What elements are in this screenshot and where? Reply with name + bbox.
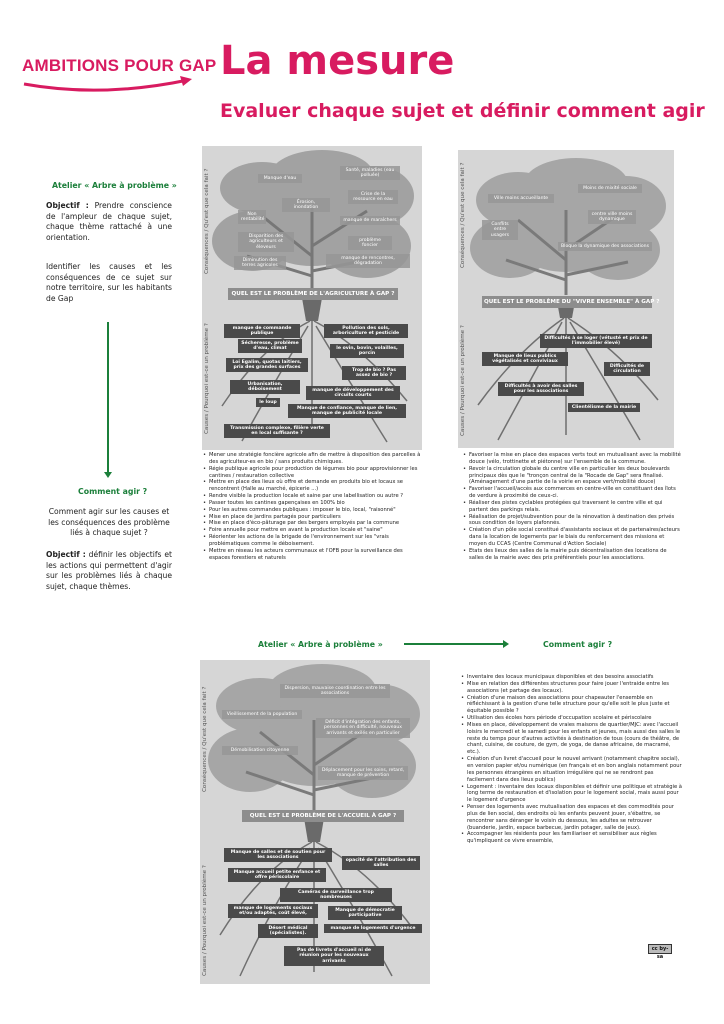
consequences-label: Conséquences / Qu'est que cela fait ? (204, 168, 210, 274)
list-item: • Mise en place de jardins partagés pour particuliers (202, 514, 424, 521)
cause-box: le ovin, bovin, volailles, porcin (330, 344, 404, 358)
consequence-box: Ville moins accueillante (488, 194, 554, 203)
list-item: • Création d'une maison des associations pour chapeauter l'ensemble en réfléchissant à la gestion d'une telle structure pour qu'elle soit le plus juste et équitable possible ? (460, 695, 682, 716)
consequences-label: Conséquences / Qu'est que cela fait ? (202, 686, 208, 792)
actions-list-agriculture (202, 452, 424, 562)
cause-box: Pollution des sols, arboriculture et pesticide (324, 324, 408, 338)
tree-question: QUEL EST LE PROBLÈME DE L'ACCUEIL À GAP ? (242, 810, 404, 822)
list-item: • Inventaire des locaux municipaux disponibles et des besoins associatifs (460, 674, 682, 681)
consequence-box: Moins de mixité sociale (578, 184, 642, 193)
cause-box: manque de développement des circuits courts (306, 386, 400, 400)
consequence-box: manque de maraîchers (340, 216, 400, 225)
list-item: • Utilisation des écoles hors période d'occupation scolaire et périscolaire (460, 715, 682, 722)
identify-paragraph: Identifier les causes et les conséquences de ce sujet sur notre territoire, sur les habitants de Gap (46, 262, 172, 303)
list-item: • Mise en relation des différentes structures pour faire jouer l'entraide entre les associations (et partage des locaux). (460, 681, 682, 695)
consequence-box: Érosion, inondation (282, 198, 330, 212)
consequence-box: Dispersion, mauvaise coordination entre les associations (280, 684, 390, 698)
list-item: • Mener une stratégie foncière agricole afin de mettre à disposition des parcelles à des agriculteur-es en bio / sans produits chimiques. (202, 452, 424, 466)
tree-panel-vivre-ensemble (458, 150, 674, 448)
list-item: • Logement : inventaire des locaux disponibles et définir une politique et stratégie à long terme de restauration et d'isolation pour le logement social, mais aussi pour le logement d'urgence (460, 784, 682, 805)
consequences-label: Conséquences / Qu'est que cela fait ? (460, 162, 466, 268)
list-item: • Réorienter les actions de la brigade de l'environnement sur les "vrais problématiques comme le déboisement. (202, 534, 424, 548)
objectif-label: Objectif : (46, 201, 89, 210)
consequence-box: Crise de la ressource en eau (348, 190, 398, 204)
consequence-box: Déficit d'intégration des enfants, personnes en difficulté, nouveaux arrivants et exilés en particulier (316, 718, 410, 738)
comment-paragraph: Comment agir sur les causes et les conséquences des problème liés à chaque sujet ? (48, 507, 170, 537)
cause-box: Difficultés à se loger (vétusté et prix de l'immobilier élevé) (540, 334, 652, 348)
list-item: • Mettre en réseau les acteurs communaux et l'OFB pour la surveillance des espaces forestiers et naturels (202, 548, 424, 562)
cause-box: manque de logements sociaux et/ou adaptés, coût élevé, (228, 904, 318, 918)
cause-box: Transmission complexe, filière verte en local suffisante ? (224, 424, 330, 438)
list-item: • Etats des lieux des salles de la mairie puis décentralisation des locations de salles de la mairie avec des prix préférentiels pour les associations. (462, 548, 682, 562)
cause-box: Urbanisation, déboisement (230, 380, 300, 394)
actions-list-vivre-ensemble (462, 452, 682, 562)
list-item: • Mises en place, développement de vraies maisons de quartier/MJC: avec l'accueil loisirs le mercredi et le samedi pour les enfants et jeunes, mais aussi des salles le reste du temps pour d'autres activités à destination de tous (cours de théâtre, de chant, cuisine, de couture, de gym, de yoga, de danse africaine, de macramé, etc.). (460, 722, 682, 756)
page-subtitle: Evaluer chaque sujet et définir comment agir (220, 100, 705, 122)
list-item: • Création d'un pôle social constitué d'assistants sociaux et de partenaires/acteurs dans la location de logements par le biais du renforcement des missions et moyen du CCAS (Centre Communal d'Action Sociale) (462, 527, 682, 548)
tree-panel-accueil (200, 660, 430, 984)
consequence-box: Santé, maladies (eau polluée) (340, 166, 400, 180)
cause-box: Clientélisme de la mairie (568, 403, 640, 412)
cause-box: Difficultés à avoir des salles pour les associations (498, 382, 584, 396)
list-item: • Création d'un livret d'accueil pour le nouvel arrivant (notamment chapitre social), en version papier et/ou numérique (en français et en bon anglais notamment pour les personnes étrangères en situation irrégulière qui ne se rendront pas facilement dans des lieux publics) (460, 756, 682, 783)
cause-box: Difficultés de circulation (604, 362, 650, 376)
down-arrow-icon (107, 322, 109, 474)
comment-agir-heading: Comment agir ? (78, 487, 148, 496)
consequence-box: problème foncier (348, 236, 392, 250)
cause-box: Manque de confiance, manque de lien, manque de publicité locale (288, 404, 406, 418)
cause-box: manque de logements d'urgence (324, 924, 422, 933)
list-item: • Pour les autres commandes publiques : imposer le bio, local, "raisonné" (202, 507, 424, 514)
objectif-paragraph (46, 201, 172, 243)
list-item: • Passer toutes les cantines gapençaises en 100% bio (202, 500, 424, 507)
objectif2-text: définir les objectifs et les actions qui permettent d'agir sur les problèmes liés à chaque sujet, chaque thèmes. (46, 550, 172, 591)
cause-box: Manque accueil petite enfance et offre périscolaire (228, 868, 326, 882)
logo (22, 56, 217, 96)
list-item: • Régie publique agricole pour production de légumes bio pour approvisionner les cantines / restauration collective (202, 466, 424, 480)
page-title: La mesure (220, 38, 455, 84)
logo-text: AMBITIONS POUR GAP (22, 56, 217, 75)
consequence-box: Démobilisation citoyenne (222, 746, 298, 755)
list-item: • Revoir la circulation globale du centre ville en particulier les deux boulevards principaux dès que le "tronçon central de la "Rocade de Gap" sera finalisé. (Aménagement d'une partie de la voirie en espace vert/mobilité douce) (462, 466, 682, 487)
cause-box: opacité de l'attribution des salles (342, 856, 420, 870)
tree-panel-agriculture (202, 146, 422, 450)
cause-box: Manque de salles et de soutien pour les associations (224, 848, 332, 862)
actions-list-accueil (460, 674, 682, 845)
list-item: • Rendre visible la production locale et saine par une labellisation ou autre ? (202, 493, 424, 500)
license-badge: cc by-sa (648, 944, 672, 954)
objectif2-label: Objectif : (46, 550, 86, 559)
cause-box: manque de commande publique (224, 324, 300, 338)
list-item: • Favoriser l'accueil/accès aux commerces en centre-ville en constituant des îlots de verdure à proximité de ceux-ci. (462, 486, 682, 500)
consequence-box: Conflits entre usagers (482, 220, 518, 240)
list-item: • Réalisation de projet/subvention pour de la rénovation à destination des privés sous condition de loyers plafonnés. (462, 514, 682, 528)
tree-question: QUEL EST LE PROBLÈME DU "VIVRE ENSEMBLE" À GAP ? (482, 296, 652, 308)
cause-box: Désert médical (spécialistes). (258, 924, 318, 938)
consequence-box: Diminution des terres agricoles (234, 256, 286, 270)
cause-box: Manque de lieux publics végétalisés et conviviaux (482, 352, 568, 366)
list-item: • Foire annuelle pour mettre en avant la production locale et "saine" (202, 527, 424, 534)
list-item: • Favoriser la mise en place des espaces verts tout en mutualisant avec la mobilité douce (vélo, trottinette et piétonne) sur l'ensemble de la commune. (462, 452, 682, 466)
objectif2-paragraph (46, 550, 172, 592)
atelier-heading: Atelier « Arbre à problème » (52, 181, 177, 190)
cause-box: Loi Egalim, quotas laitiers, prix des grandes surfaces (226, 358, 308, 372)
cause-box: le loup (256, 398, 280, 407)
tree-question: QUEL EST LE PROBLÈME DE L'AGRICULTURE À GAP ? (228, 288, 398, 300)
list-item: • Réaliser des pistes cyclables protégées qui traversent le centre ville et qui partent des parkings relais. (462, 500, 682, 514)
cause-box: Caméras de surveillance trop nombreuses (280, 888, 392, 902)
cause-box: Manque de démocratie participative (328, 906, 402, 920)
logo-swoosh-icon (22, 72, 194, 94)
objectif-text: Prendre conscience de l'ampleur de chaque sujet, chaque thème rattaché à une orientation. (46, 201, 172, 242)
list-item: • Penser des logements avec mutualisation des espaces et des commodités pour plus de lien social, des endroits où les enfants peuvent jouer, s'ébattre, se rencontrer sans déranger le voisin du dessous, les adultes se retrouver (buanderie, jardin, espace barbecue, jardin potager, salle de jeux). (460, 804, 682, 831)
causes-label: Causes / Pourquoi est-ce un problème ? (204, 323, 210, 434)
consequence-box: Manque d'eau (258, 174, 302, 183)
consequence-box: Déplacement pour les soins, retard, manque de prévention (318, 766, 408, 780)
cause-box: Pas de livrets d'accueil ni de réunion pour les nouveaux arrivants (284, 946, 384, 966)
comment-agir-heading-bottom: Comment agir ? (543, 640, 613, 649)
causes-label: Causes / Pourquoi est-ce un problème ? (202, 865, 208, 976)
cause-box: Trop de bio ? Pas assez de bio ? (342, 366, 406, 380)
consequence-box: Bloque la dynamique des associations (558, 242, 652, 251)
consequence-box: Non rentabilité (238, 210, 266, 224)
list-item: • Mise en place d'éco-pâturage par des bergers employés par la commune (202, 520, 424, 527)
list-item: • Accompagner les résidents pour les familiariser et sensibiliser aux règles qu'impliquent ce vivre ensemble, (460, 831, 682, 845)
consequence-box: Disparition des agriculteurs et éleveurs (238, 232, 294, 252)
causes-label: Causes / Pourquoi est-ce un problème ? (460, 325, 466, 436)
right-arrow-icon (404, 643, 504, 645)
consequence-box: centre ville moins dynamique (588, 210, 636, 224)
consequence-box: manque de rencontres, dégradation (326, 254, 410, 268)
cause-box: Sécheresse, problème d'eau, climat (238, 339, 302, 353)
consequence-box: Vieillissement de la population (222, 710, 302, 719)
list-item: • Mettre en place des lieux où offre et demande en produits bio et locaux se rencontrent (Halle au marché, épicerie ...) (202, 479, 424, 493)
atelier-heading-bottom: Atelier « Arbre à problème » (258, 640, 383, 649)
